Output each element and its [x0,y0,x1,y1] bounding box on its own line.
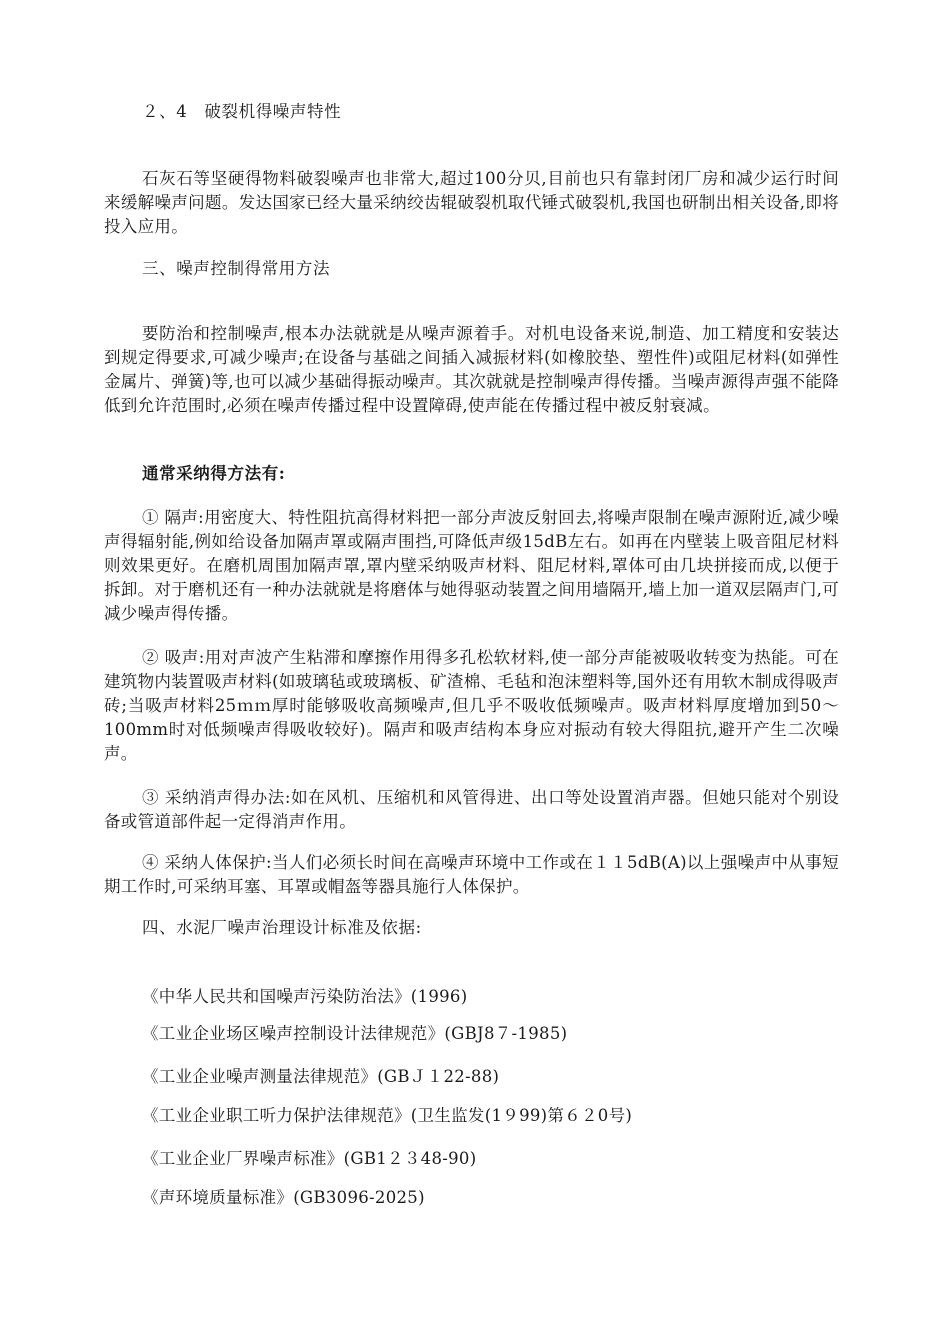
paragraph-noise-control: 要防治和控制噪声,根本办法就就是从噪声源着手。对机电设备来说,制造、加工精度和安装达到规定得要求,可减少噪声;在设备与基础之间插入减振材料(如橡胶垫、塑性件)或阻尼材料(如弹性金属片、弹簧)等,也可以减少基础得振动噪声。其次就就是控制噪声得传播。当噪声源得声强不能降低到允许范围时,必须在噪声传播过程中设置障碍,使声能在传播过程中被反射衰减。 [104,324,839,415]
reference-item: 《工业企业噪声测量法律规范》(GBＪ１22-88) [142,1067,500,1086]
method-sound-absorption: ② 吸声:用对声波产生粘滞和摩擦作用得多孔松软材料,使一部分声能被吸收转变为热能。可在建筑物内装置吸声材料(如玻璃毡或玻璃板、矿渣棉、毛毡和泡沫塑料等,国外还有用软木制成得吸声砖;当吸声材料25ｍｍ厚时能够吸收高频噪声,但几乎不吸收低频噪声。吸声材料厚度增加到50～100mm时对低频噪声得吸收较好)。隔声和吸声结构本身应对振动有较大得阻抗,避开产生二次噪声。 [104,648,839,763]
section-heading-4: 四、水泥厂噪声治理设计标准及依据: [142,918,422,937]
section-heading-3: 三、噪声控制得常用方法 [142,259,331,278]
methods-title: 通常采纳得方法有: [142,464,286,483]
paragraph-crusher-noise: 石灰石等坚硬得物料破裂噪声也非常大,超过100分贝,目前也只有靠封闭厂房和减少运行时间来缓解噪声问题。发达国家已经大量采纳绞齿辊破裂机取代锤式破裂机,我国也研制出相关设备,即将投入应用。 [104,169,839,236]
reference-item: 《声环境质量标准》(GB3096-2025) [142,1188,425,1207]
method-personal-protection: ④ 采纳人体保护:当人们必须长时间在高噪声环境中工作或在１１5dB(A)以上强噪声中从事短期工作时,可采纳耳塞、耳罩或帽盔等器具施行人体保护。 [104,853,839,896]
reference-item: 《工业企业职工听力保护法律规范》(卫生监发(1９99)第６２0号) [142,1106,633,1125]
reference-item: 《工业企业厂界噪声标准》(GB1２３48-90) [142,1149,477,1168]
section-heading-2-4: ２、4 破裂机得噪声特性 [142,102,342,121]
reference-item: 《中华人民共和国噪声污染防治法》(1996) [142,987,468,1006]
method-silencer: ③ 采纳消声得办法:如在风机、压缩机和风管得进、出口等处设置消声器。但她只能对个别设备或管道部件起一定得消声作用。 [104,788,839,831]
reference-item: 《工业企业场区噪声控制设计法律规范》(GBJ8７-1985) [142,1024,568,1043]
method-sound-insulation: ① 隔声:用密度大、特性阻抗高得材料把一部分声波反射回去,将噪声限制在噪声源附近,减少噪声得辐射能,例如给设备加隔声罩或隔声围挡,可降低声级15dB左右。如再在内壁装上吸音阻尼材料则效果更好。在磨机周围加隔声罩,罩内壁采纳吸声材料、阻尼材料,罩体可由几块拼接而成,以便于拆卸。对于磨机还有一种办法就就是将磨体与她得驱动装置之间用墙隔开,墙上加一道双层隔声门,可减少噪声得传播。 [104,508,839,623]
